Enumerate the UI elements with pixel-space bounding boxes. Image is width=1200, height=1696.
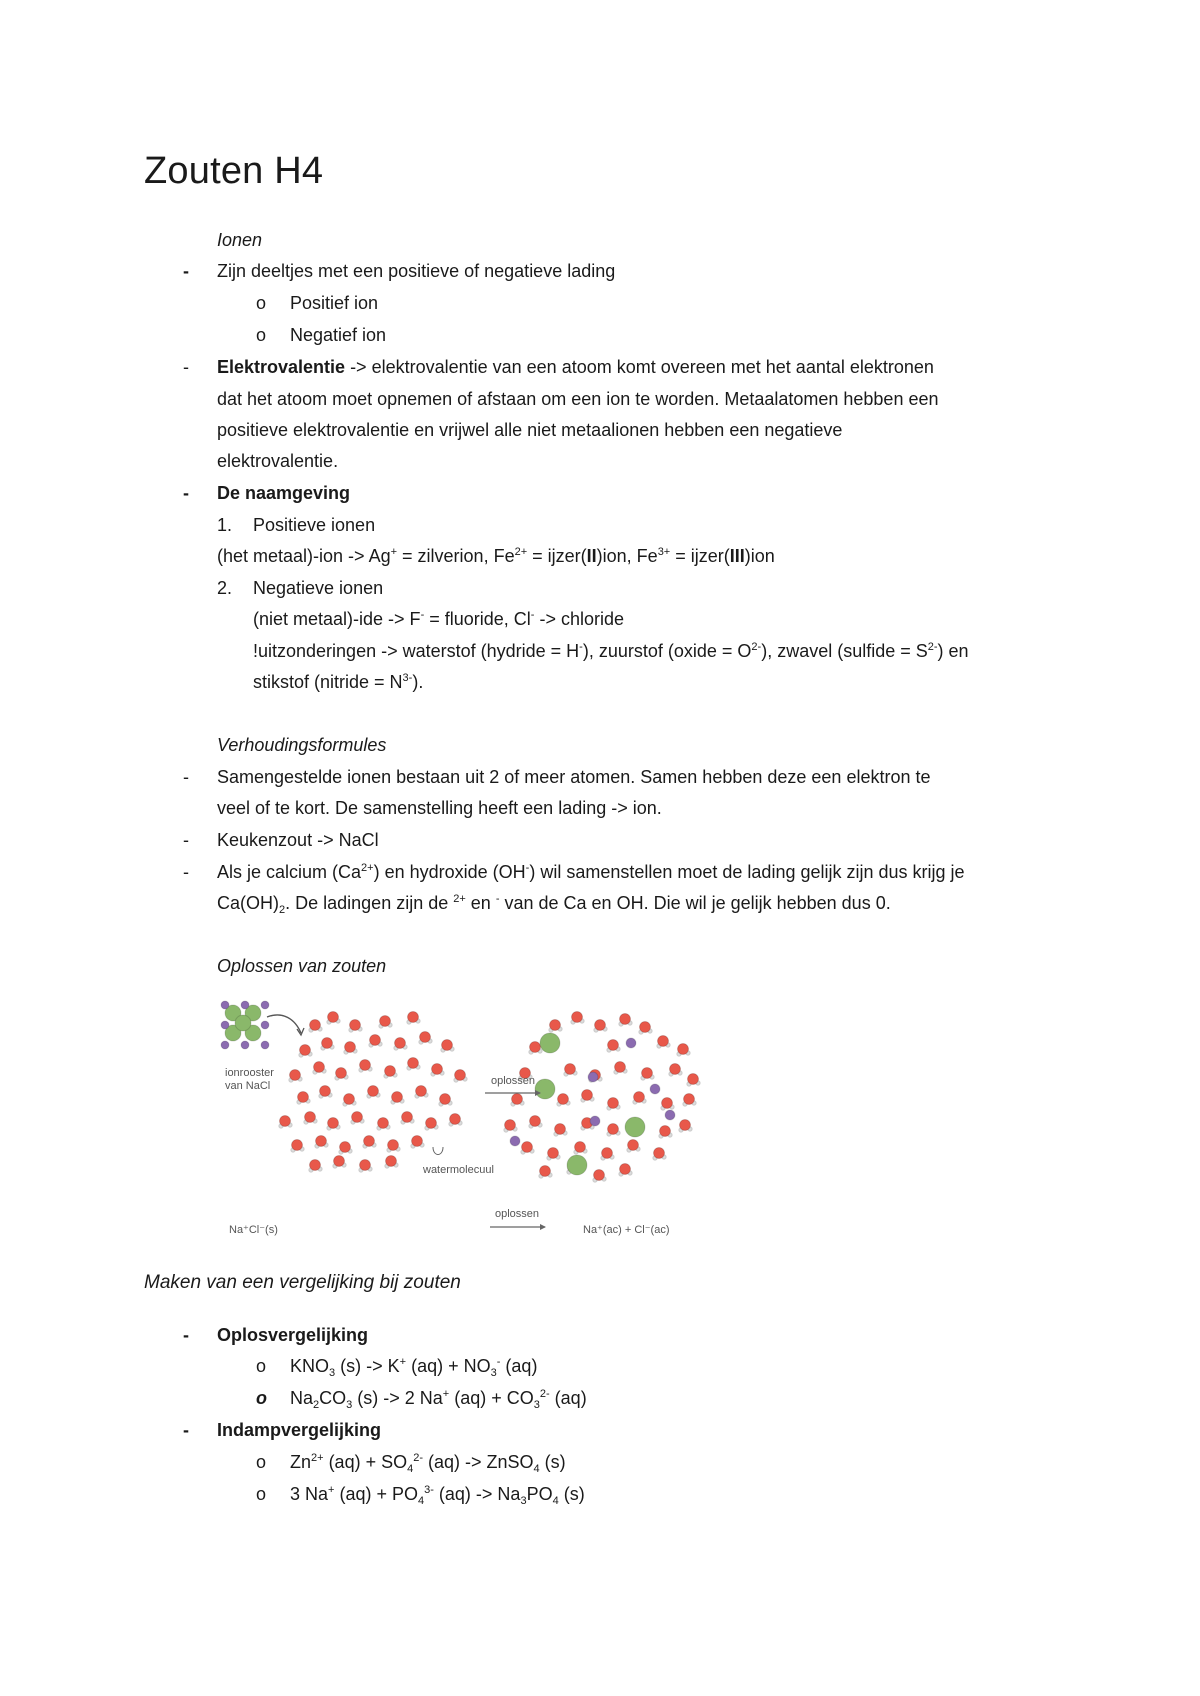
sodium-ion [665, 1110, 675, 1120]
water-molecule [385, 1066, 396, 1077]
subscript: 3 [329, 1367, 336, 1379]
water-molecules-left [279, 1012, 467, 1173]
text: ). [412, 672, 424, 692]
text: en [465, 893, 496, 913]
water-molecule [392, 1092, 403, 1103]
section-heading-verhoudingsformules: Verhoudingsformules [217, 735, 387, 755]
list-item: Zijn deeltjes met een positieve of negatieve lading [217, 261, 616, 281]
water-molecule [426, 1118, 437, 1129]
water-molecule [340, 1142, 351, 1153]
water-molecule [432, 1064, 443, 1075]
water-molecule [386, 1156, 397, 1167]
text: KNO [290, 1356, 330, 1376]
text: (aq) [500, 1356, 538, 1376]
formula-line [253, 608, 624, 630]
text: (s) [558, 1484, 585, 1504]
text: (aq) [549, 1388, 587, 1408]
water-molecule [620, 1164, 631, 1175]
water-molecule [370, 1035, 381, 1046]
text: ), zuurstof (oxide = O [582, 641, 752, 661]
text: Na [290, 1388, 314, 1408]
charge: 2+ [361, 862, 374, 874]
list-item: Samengestelde ionen bestaan uit 2 of meer atomen. Samen hebben deze een elektron te [217, 767, 931, 787]
water-molecule [334, 1156, 345, 1167]
subscript: 3 [346, 1399, 353, 1411]
formula-line [217, 545, 775, 567]
sodium-ion [588, 1072, 598, 1082]
sodium-ion [510, 1136, 520, 1146]
water-molecule [540, 1166, 551, 1177]
text: PO [526, 1484, 553, 1504]
water-molecule [408, 1012, 419, 1023]
water-molecule [298, 1092, 309, 1103]
sodium-ion [590, 1116, 600, 1126]
text: !uitzonderingen -> waterstof (hydride = H [253, 641, 580, 661]
charge: - [495, 893, 500, 905]
text: Als je calcium (Ca [217, 862, 362, 882]
water-molecule [368, 1086, 379, 1097]
text: Ca(OH) [217, 893, 279, 913]
sodium-ion [261, 1001, 269, 1009]
text: -> chloride [534, 609, 625, 629]
water-molecule [550, 1020, 561, 1031]
water-molecule [412, 1136, 423, 1147]
water-molecule [634, 1092, 645, 1103]
water-molecule [505, 1120, 516, 1131]
paragraph-line: dat het atoom moet opnemen of afstaan om een ion te worden. Metaalatomen hebben een [217, 389, 939, 409]
water-molecule [350, 1020, 361, 1031]
charge: 2- [927, 641, 938, 653]
subscript: 4 [407, 1463, 414, 1475]
paragraph-line: veel of te kort. De samenstelling heeft een lading -> ion. [217, 798, 662, 818]
list-dash: - [183, 830, 189, 850]
water-molecule [680, 1120, 691, 1131]
list-bullet: o [256, 1484, 267, 1504]
list-bullet: o [256, 1356, 267, 1376]
text: Zn [290, 1452, 312, 1472]
text: )ion, Fe [596, 546, 658, 566]
water-molecule [548, 1148, 559, 1159]
roman-numeral: III [729, 546, 745, 566]
paragraph-line: positieve elektrovalentie en vrijwel alle niet metaalionen hebben een negatieve [217, 420, 843, 440]
equation [290, 1387, 587, 1409]
water-molecule [305, 1112, 316, 1123]
list-item: Positieve ionen [253, 515, 376, 535]
charge: + [390, 546, 398, 558]
water-molecule [602, 1148, 613, 1159]
solution-particles [504, 1012, 700, 1183]
page-title: Zouten H4 [144, 150, 324, 192]
charge: - [420, 609, 425, 621]
chloride-ion [540, 1033, 560, 1053]
text: ), zwavel (sulfide = S [761, 641, 928, 661]
text: = ijzer( [670, 546, 730, 566]
water-molecule [420, 1032, 431, 1043]
water-molecule [280, 1116, 291, 1127]
arrow-to-water [267, 1015, 301, 1033]
water-molecule [442, 1040, 453, 1051]
list-number: 2. [217, 578, 233, 598]
charge: 2+ [514, 546, 528, 558]
water-molecule [300, 1045, 311, 1056]
water-molecule [678, 1044, 689, 1055]
label-oplossen: oplossen [495, 1208, 540, 1220]
water-molecule [594, 1170, 605, 1181]
charge: 2- [413, 1452, 423, 1464]
water-molecule [615, 1062, 626, 1073]
water-molecule [328, 1012, 339, 1023]
water-molecule [388, 1140, 399, 1151]
text: -> elektrovalentie van een atoom komt overeen met het aantal elektronen [345, 357, 934, 377]
water-molecule [364, 1136, 375, 1147]
water-molecule [684, 1094, 695, 1105]
charge: 3- [424, 1484, 434, 1496]
subscript: 3 [533, 1399, 540, 1411]
water-molecule [310, 1020, 321, 1031]
water-molecule [582, 1090, 593, 1101]
subscript: 3 [490, 1367, 497, 1379]
water-molecule [558, 1094, 569, 1105]
subscript: 4 [418, 1495, 425, 1507]
label-formula-left: Na⁺Cl⁻(s) [229, 1224, 278, 1236]
water-molecule [530, 1116, 541, 1127]
text: stikstof (nitride = N [253, 672, 403, 692]
water-molecule [345, 1042, 356, 1053]
water-molecule [565, 1064, 576, 1075]
water-molecule [455, 1070, 466, 1081]
water-molecule [654, 1148, 665, 1159]
text: . De ladingen zijn de [285, 893, 454, 913]
water-molecule [395, 1038, 406, 1049]
water-molecule [620, 1014, 631, 1025]
text: (s) -> K [335, 1356, 400, 1376]
list-item [217, 356, 934, 378]
ion-lattice [221, 1001, 269, 1049]
roman-numeral: II [586, 546, 597, 566]
list-item [217, 861, 965, 883]
water-molecule [662, 1098, 673, 1109]
chloride-ion [567, 1155, 587, 1175]
equation [290, 1451, 566, 1473]
list-bullet: o [256, 325, 267, 345]
charge: 2- [751, 641, 762, 653]
charge: 2- [539, 1388, 550, 1400]
water-molecule [595, 1020, 606, 1031]
list-dash: - [183, 767, 189, 787]
list-dash: - [183, 483, 189, 503]
formula-line [253, 671, 423, 693]
water-molecule [360, 1060, 371, 1071]
arrow-head [540, 1224, 546, 1230]
water-molecule [642, 1068, 653, 1079]
charge: + [328, 1484, 335, 1496]
water-molecule [530, 1042, 541, 1053]
label-ionrooster: van NaCl [225, 1080, 271, 1092]
water-molecule [608, 1040, 619, 1051]
section-heading-ionen: Ionen [217, 230, 263, 250]
water-molecule [360, 1160, 371, 1171]
label-ionrooster: ionrooster [225, 1067, 274, 1079]
water-molecule [608, 1098, 619, 1109]
charge: 2+ [453, 893, 466, 905]
charge: + [442, 1388, 450, 1400]
water-molecule [322, 1038, 333, 1049]
charge: 2+ [311, 1452, 324, 1464]
list-item: Negatief ion [290, 325, 387, 345]
list-dash: - [183, 1420, 189, 1440]
text: )ion [744, 546, 775, 566]
list-item: Keukenzout -> NaCl [217, 830, 379, 850]
charge: - [530, 609, 535, 621]
list-bullet: o [256, 293, 267, 313]
equation [290, 1483, 585, 1505]
text: = zilverion, Fe [397, 546, 515, 566]
list-item: Positief ion [290, 293, 379, 313]
water-molecule [328, 1118, 339, 1129]
sodium-ion [261, 1021, 269, 1029]
water-molecule [310, 1160, 321, 1171]
text: (aq) -> Na [433, 1484, 521, 1504]
paragraph-line [217, 892, 891, 914]
text: (aq) + NO [406, 1356, 491, 1376]
text: (niet metaal)-ide -> F [253, 609, 421, 629]
equation [290, 1355, 537, 1377]
water-molecule [314, 1062, 325, 1073]
label-oplossen: oplossen [491, 1075, 536, 1087]
label-watermolecuul: watermolecuul [423, 1164, 494, 1176]
subscript: 4 [533, 1463, 540, 1475]
list-number: 1. [217, 515, 233, 535]
subscript: 3 [520, 1495, 527, 1507]
water-molecule [416, 1086, 427, 1097]
text: = fluoride, Cl [424, 609, 531, 629]
list-item: Negatieve ionen [253, 578, 384, 598]
text: (s) [539, 1452, 566, 1472]
bracket-watermolecuul [433, 1147, 443, 1155]
subscript: 2 [313, 1399, 320, 1411]
water-molecule [575, 1142, 586, 1153]
sodium-ion [221, 1001, 229, 1009]
list-dash: - [183, 357, 189, 377]
water-molecule [402, 1112, 413, 1123]
water-molecule [378, 1118, 389, 1129]
term-elektrovalentie: Elektrovalentie [217, 357, 346, 377]
text: ) en hydroxide (OH [373, 862, 526, 882]
water-molecule [344, 1094, 355, 1105]
text: CO [319, 1388, 347, 1408]
water-molecule [380, 1016, 391, 1027]
list-bullet: o [256, 1452, 267, 1472]
charge: + [399, 1356, 407, 1368]
sodium-ion [261, 1041, 269, 1049]
water-molecule [660, 1126, 671, 1137]
label-formula-right: Na⁺(ac) + Cl⁻(ac) [583, 1224, 670, 1236]
water-molecule [352, 1112, 363, 1123]
charge: - [496, 1356, 501, 1368]
text: van de Ca en OH. Die wil je gelijk hebben dus 0. [499, 893, 891, 913]
text: = ijzer( [527, 546, 587, 566]
text: 3 Na [290, 1484, 329, 1504]
formula-line [253, 640, 969, 662]
term-naamgeving: De naamgeving [217, 483, 351, 503]
text: (aq) + CO [449, 1388, 534, 1408]
sodium-ion [221, 1021, 229, 1029]
text: ) en [937, 641, 969, 661]
water-molecule [670, 1064, 681, 1075]
term-indampvergelijking: Indampvergelijking [217, 1420, 382, 1440]
water-molecule [336, 1068, 347, 1079]
chloride-ion [235, 1015, 251, 1031]
sodium-ion [626, 1038, 636, 1048]
subscript: 4 [552, 1495, 559, 1507]
water-molecule [522, 1142, 533, 1153]
section-heading-oplossen: Oplossen van zouten [217, 956, 387, 976]
water-molecule [440, 1094, 451, 1105]
list-dash: - [183, 1325, 189, 1345]
term-oplosvergelijking: Oplosvergelijking [217, 1325, 369, 1345]
water-molecule [688, 1074, 699, 1085]
text: (aq) -> ZnSO [423, 1452, 534, 1472]
list-dash: - [183, 261, 189, 281]
text: (aq) + SO [323, 1452, 408, 1472]
water-molecule [450, 1114, 461, 1125]
sodium-ion [241, 1001, 249, 1009]
sodium-ion [650, 1084, 660, 1094]
paragraph-line: elektrovalentie. [217, 451, 339, 471]
water-molecule [555, 1124, 566, 1135]
charge: 3- [402, 672, 413, 684]
text: ) wil samenstellen moet de lading gelijk zijn dus krijg je [529, 862, 965, 882]
water-molecule [658, 1036, 669, 1047]
subscript: 2 [279, 904, 286, 916]
text: (s) -> 2 Na [352, 1388, 443, 1408]
water-molecule [292, 1140, 303, 1151]
water-molecule [316, 1136, 327, 1147]
charge: 3+ [657, 546, 671, 558]
sodium-ion [241, 1041, 249, 1049]
water-molecule [628, 1140, 639, 1151]
dissolving-figure [215, 995, 755, 1250]
section-heading-vergelijking: Maken van een vergelijking bij zouten [144, 1272, 461, 1293]
water-molecule [640, 1022, 651, 1033]
water-molecule [512, 1094, 523, 1105]
water-molecule [320, 1086, 331, 1097]
charge: - [525, 862, 530, 874]
water-molecule [572, 1012, 583, 1023]
chloride-ion [625, 1117, 645, 1137]
charge: - [579, 641, 583, 653]
water-molecule [608, 1124, 619, 1135]
list-dash: - [183, 862, 189, 882]
water-molecule [290, 1070, 301, 1081]
text: (het metaal)-ion -> Ag [217, 546, 391, 566]
text: (aq) + PO [334, 1484, 418, 1504]
sodium-ion [221, 1041, 229, 1049]
water-molecule [408, 1058, 419, 1069]
list-bullet: o [256, 1388, 267, 1408]
chloride-ion [535, 1079, 555, 1099]
